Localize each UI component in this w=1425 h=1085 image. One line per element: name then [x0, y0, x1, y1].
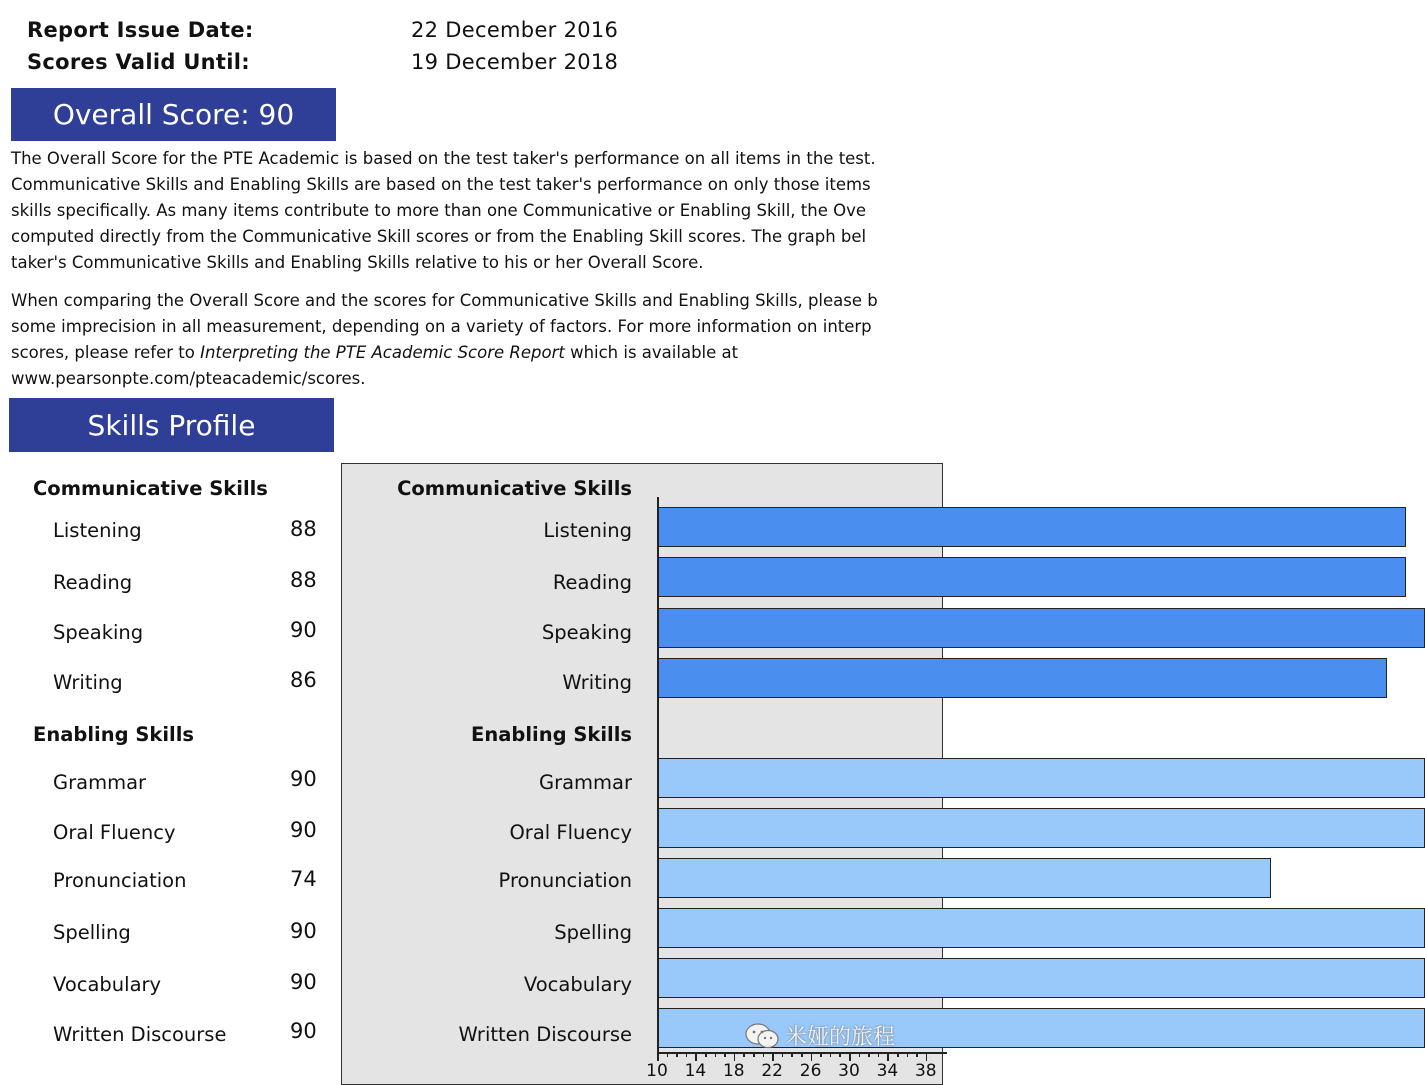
x-tick-label: 14 — [684, 1061, 707, 1081]
chart-label-oral-fluency: Oral Fluency — [509, 821, 632, 844]
paragraph-line: computed directly from the Communicative Skill scores or from the Enabling Skill scores. The graph bel — [11, 227, 867, 246]
paragraph-line: The Overall Score for the PTE Academic is based on the test taker's performance on all items in the test. — [11, 149, 876, 168]
skill-label-reading: Reading — [53, 571, 133, 594]
paragraph-text: scores, please refer to — [11, 343, 201, 362]
chart-label-spelling: Spelling — [554, 921, 632, 944]
paragraph-line: some imprecision in all measurement, depending on a variety of factors. For more information on interp — [11, 317, 872, 336]
major-tick — [926, 1052, 928, 1061]
chart-label-speaking: Speaking — [541, 621, 632, 644]
x-tick-label: 26 — [799, 1061, 822, 1081]
major-tick — [811, 1052, 813, 1061]
chart-enabling-heading: Enabling Skills — [471, 723, 632, 746]
skill-score-speaking: 90 — [290, 618, 317, 642]
skill-score-vocabulary: 90 — [290, 970, 317, 994]
paragraph-line: taker's Communicative Skills and Enabling Skills relative to his or her Overall Score. — [11, 253, 704, 272]
skill-label-oral-fluency: Oral Fluency — [53, 821, 176, 844]
x-tick-label: 38 — [914, 1061, 937, 1081]
minor-tick — [859, 1052, 861, 1057]
major-tick — [695, 1052, 697, 1061]
report-issue-date-label: Report Issue Date: — [27, 18, 254, 42]
chart-bar-listening — [657, 507, 1406, 547]
paragraph-line: When comparing the Overall Score and the scores for Communicative Skills and Enabling Skills, please b — [11, 291, 878, 310]
skill-label-listening: Listening — [53, 519, 142, 542]
skill-score-pronunciation: 74 — [290, 867, 317, 891]
paragraph-line: Communicative Skills and Enabling Skills are based on the test taker's performance on only those items — [11, 175, 871, 194]
skill-label-vocabulary: Vocabulary — [53, 973, 162, 996]
skill-score-spelling: 90 — [290, 919, 317, 943]
chart-label-grammar: Grammar — [538, 771, 632, 794]
minor-tick — [763, 1052, 765, 1057]
minor-tick — [916, 1052, 918, 1057]
chart-label-listening: Listening — [543, 519, 632, 542]
skill-score-listening: 88 — [290, 517, 317, 541]
minor-tick — [782, 1052, 784, 1057]
minor-tick — [753, 1052, 755, 1057]
watermark-text: 米娅的旅程 — [785, 1025, 896, 1050]
chart-label-writing: Writing — [562, 671, 632, 694]
skill-label-grammar: Grammar — [53, 771, 147, 794]
major-tick — [887, 1052, 889, 1061]
enabling-skills-heading: Enabling Skills — [33, 723, 194, 746]
scores-valid-until-value: 19 December 2018 — [411, 50, 619, 74]
skill-score-writing: 86 — [290, 668, 317, 692]
chart-bar-oral-fluency — [657, 808, 1425, 848]
skill-label-pronunciation: Pronunciation — [53, 869, 187, 892]
skill-label-written-discourse: Written Discourse — [53, 1023, 227, 1046]
minor-tick — [878, 1052, 880, 1057]
skill-label-speaking: Speaking — [53, 621, 144, 644]
wechat-watermark — [745, 1020, 895, 1051]
chart-label-pronunciation: Pronunciation — [498, 869, 632, 892]
x-tick-label: 18 — [722, 1061, 745, 1081]
minor-tick — [830, 1052, 832, 1057]
minor-tick — [705, 1052, 707, 1057]
chart-label-reading: Reading — [552, 571, 632, 594]
overall-score-description — [11, 146, 1111, 276]
chart-bar-writing — [657, 658, 1387, 698]
skill-score-written-discourse: 90 — [290, 1019, 317, 1043]
skill-score-grammar: 90 — [290, 767, 317, 791]
minor-tick — [676, 1052, 678, 1057]
report-issue-date-value: 22 December 2016 — [411, 18, 619, 42]
major-tick — [772, 1052, 774, 1061]
chart-bar-vocabulary — [657, 958, 1425, 998]
chart-bar-speaking — [657, 608, 1425, 648]
chart-label-vocabulary: Vocabulary — [523, 973, 632, 996]
x-tick-label: 22 — [761, 1061, 784, 1081]
minor-tick — [686, 1052, 688, 1057]
major-tick — [734, 1052, 736, 1061]
minor-tick — [907, 1052, 909, 1057]
minor-tick — [897, 1052, 899, 1057]
report-guide-title: Interpreting the PTE Academic Score Report — [200, 343, 565, 362]
scores-valid-until-label: Scores Valid Until: — [27, 50, 250, 74]
chart-bar-spelling — [657, 908, 1425, 948]
chart-bar-pronunciation — [657, 858, 1271, 898]
minor-tick — [839, 1052, 841, 1057]
minor-tick — [724, 1052, 726, 1057]
skill-score-oral-fluency: 90 — [290, 818, 317, 842]
chart-communicative-heading: Communicative Skills — [397, 477, 632, 500]
score-comparison-note — [11, 288, 1111, 392]
chart-bar-reading — [657, 557, 1406, 597]
minor-tick — [820, 1052, 822, 1057]
communicative-skills-heading: Communicative Skills — [33, 477, 268, 500]
skill-label-writing: Writing — [53, 671, 123, 694]
paragraph-text: which is available at — [564, 343, 739, 362]
skill-score-reading: 88 — [290, 568, 317, 592]
x-tick-label: 10 — [646, 1061, 668, 1081]
minor-tick — [801, 1052, 803, 1057]
major-tick — [657, 1052, 659, 1061]
minor-tick — [667, 1052, 669, 1057]
major-tick — [849, 1052, 851, 1061]
wechat-icon — [745, 1022, 779, 1050]
chart-y-axis — [657, 497, 659, 1052]
minor-tick — [868, 1052, 870, 1057]
chart-bar-grammar — [657, 758, 1425, 798]
paragraph-line: skills specifically. As many items contribute to more than one Communicative or Enabling Skill, the Ove — [11, 201, 867, 220]
x-tick-label: 30 — [838, 1061, 860, 1081]
skills-profile-banner: Skills Profile — [9, 398, 334, 452]
x-tick-label: 34 — [876, 1061, 899, 1081]
skill-label-spelling: Spelling — [53, 921, 131, 944]
minor-tick — [743, 1052, 745, 1057]
chart-label-written-discourse: Written Discourse — [458, 1023, 632, 1046]
paragraph-line — [11, 340, 1111, 366]
minor-tick — [791, 1052, 793, 1057]
scores-url: www.pearsonpte.com/pteacademic/scores. — [11, 369, 366, 388]
overall-score-banner: Overall Score: 90 — [11, 88, 336, 141]
minor-tick — [715, 1052, 717, 1057]
